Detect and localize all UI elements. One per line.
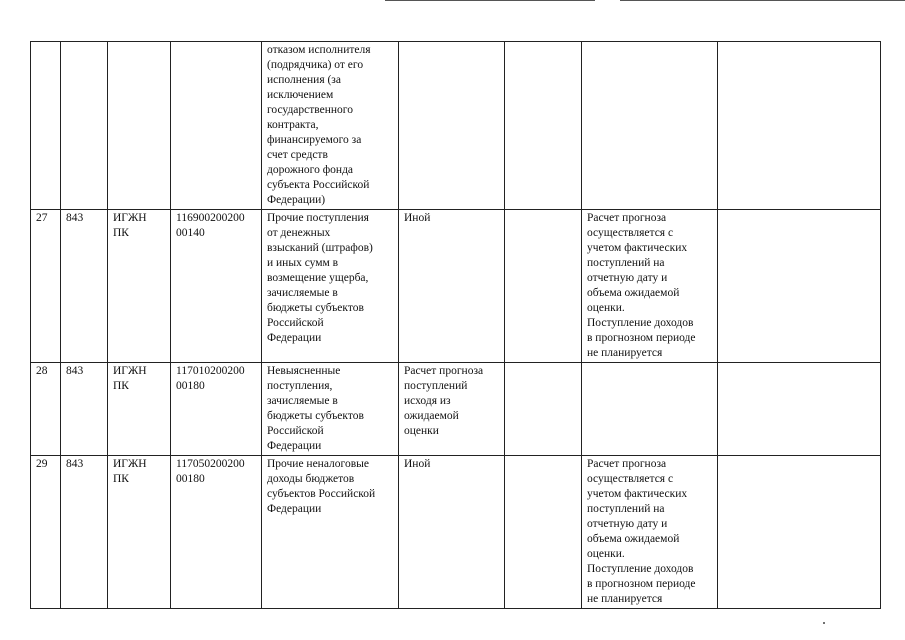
table-row <box>31 210 881 363</box>
table-row <box>31 363 881 456</box>
note-cell <box>582 42 718 210</box>
empty-cell <box>718 363 881 456</box>
kbk-code-cell <box>171 42 262 210</box>
admin-name-cell: ИГЖН ПК <box>108 456 171 609</box>
method-cell: Иной <box>399 456 505 609</box>
kbk-code-cell: 117010200200 00180 <box>171 363 262 456</box>
revenue-forecast-table <box>30 41 881 609</box>
revenue-name-cell: отказом исполнителя (подрядчика) от его исполнения (за исключением государственного контракта, финансируемого за счет средств дорожного фонда субъекта Российской Федерации) <box>262 42 399 210</box>
method-cell <box>399 42 505 210</box>
note-cell: Расчет прогноза осуществляется с учетом фактических поступлений на отчетную дату и объема ожидаемой оценки. Поступление доходов в прогнозном периоде не планируется <box>582 210 718 363</box>
scan-edge-line <box>385 0 595 1</box>
row-number-cell: 29 <box>31 456 61 609</box>
row-number-cell: 27 <box>31 210 61 363</box>
admin-name-cell: ИГЖН ПК <box>108 210 171 363</box>
empty-cell <box>718 456 881 609</box>
empty-cell <box>505 210 582 363</box>
kbk-code-cell: 117050200200 00180 <box>171 456 262 609</box>
empty-cell <box>505 363 582 456</box>
revenue-name-cell: Невыясненные поступления, зачисляемые в бюджеты субъектов Российской Федерации <box>262 363 399 456</box>
method-cell: Расчет прогноза поступлений исходя из ожидаемой оценки <box>399 363 505 456</box>
admin-code-cell <box>61 42 108 210</box>
admin-code-cell: 843 <box>61 210 108 363</box>
admin-name-cell: ИГЖН ПК <box>108 363 171 456</box>
scan-speck <box>823 622 825 624</box>
kbk-code-cell: 116900200200 00140 <box>171 210 262 363</box>
revenue-name-cell: Прочие поступления от денежных взысканий (штрафов) и иных сумм в возмещение ущерба, зачисляемые в бюджеты субъектов Российской Федерации <box>262 210 399 363</box>
scan-edge-line <box>620 0 905 1</box>
row-number-cell <box>31 42 61 210</box>
table-row <box>31 42 881 210</box>
table-row <box>31 456 881 609</box>
admin-code-cell: 843 <box>61 456 108 609</box>
method-cell: Иной <box>399 210 505 363</box>
row-number-cell: 28 <box>31 363 61 456</box>
empty-cell <box>505 456 582 609</box>
empty-cell <box>718 42 881 210</box>
note-cell: Расчет прогноза осуществляется с учетом фактических поступлений на отчетную дату и объема ожидаемой оценки. Поступление доходов в прогнозном периоде не планируется <box>582 456 718 609</box>
admin-code-cell: 843 <box>61 363 108 456</box>
empty-cell <box>505 42 582 210</box>
note-cell <box>582 363 718 456</box>
empty-cell <box>718 210 881 363</box>
revenue-name-cell: Прочие неналоговые доходы бюджетов субъектов Российской Федерации <box>262 456 399 609</box>
admin-name-cell <box>108 42 171 210</box>
